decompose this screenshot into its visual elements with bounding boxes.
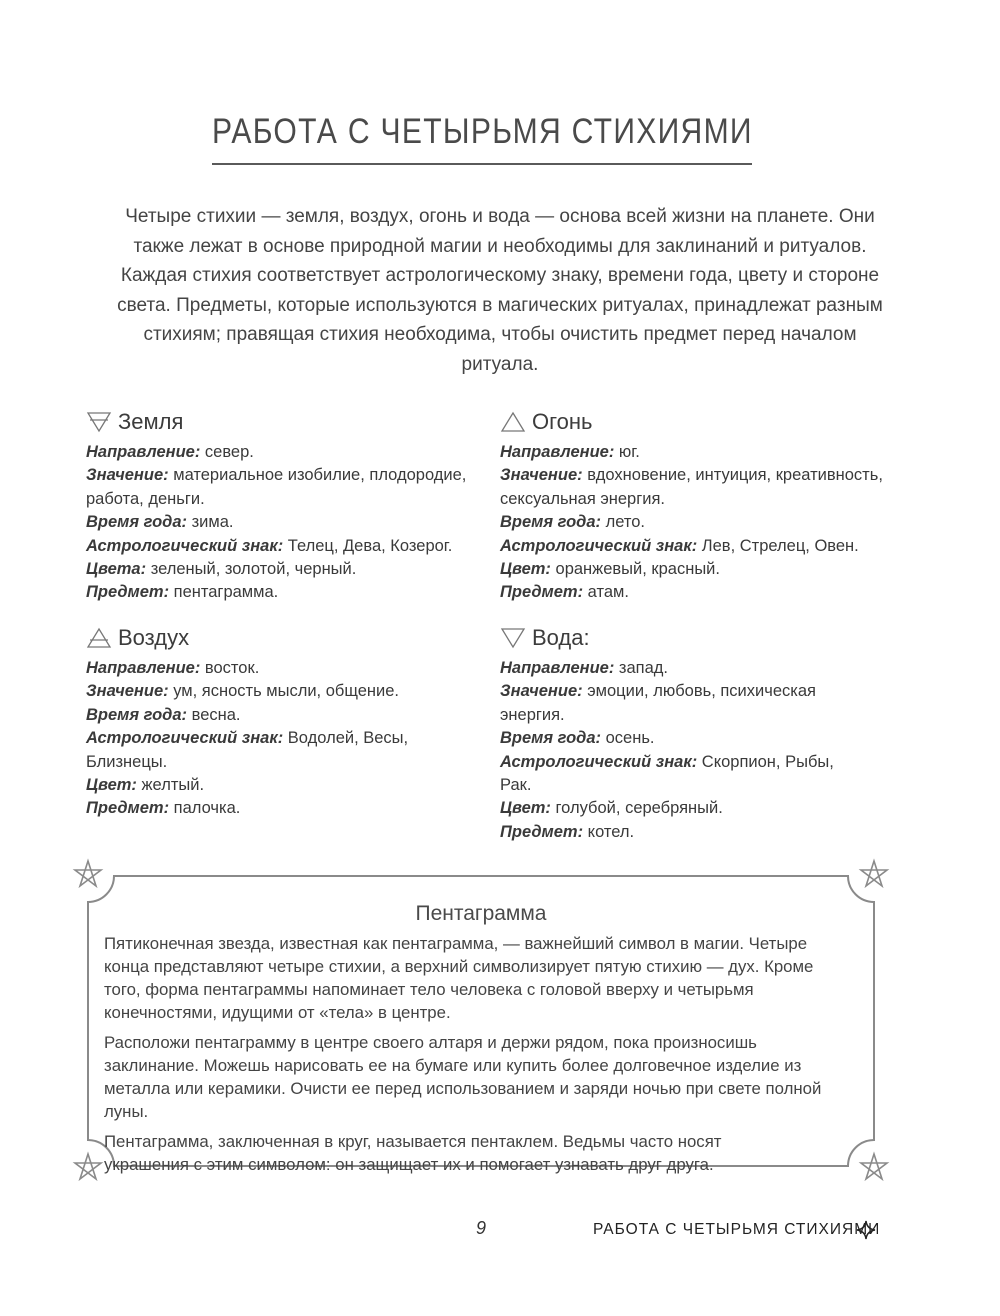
property-season: Время года: лето. — [500, 513, 646, 532]
four-point-star-icon — [856, 1220, 876, 1240]
element-name: Земля — [118, 409, 184, 434]
element-air — [86, 623, 481, 821]
box-paragraph: Расположи пентаграмму в центре своего алтаря и держи рядом, пока произносишь заклинание. Можешь нарисовать ее на бумаге или купить более долговечное изделие из металла или керамики. Очисти ее перед использованием и заряди ночью при свете полной луны. — [104, 1033, 822, 1121]
property-direction: Направление: север. — [86, 443, 254, 461]
box-paragraph: Пятиконечная звезда, известная как пентаграмма, — важнейший символ в магии. Четыре конца представляют четыре стихии, а верхний символизирует пятую стихию — дух. Кроме того, форма пентаграммы напоминает тело человека с головой вверху и четырьмя конечностями, идущими от «тела» в центре. — [104, 934, 814, 1022]
earth-symbol-icon — [86, 411, 112, 433]
air-symbol-icon — [86, 627, 112, 649]
property-zodiac: Астрологический знак: Телец, Дева, Козерог. — [86, 536, 453, 555]
intro-paragraph: Четыре стихии — земля, воздух, огонь и вода — основа всей жизни на планете. Они также лежат в основе природной магии и необходимы для заклинаний и ритуалов. Каждая стихия соответствует астрологическому знаку, времени года, цвету и стороне света. Предметы, которые используются в магических ритуалах, принадлежат разным стихиям; правящая стихия необходима, чтобы очистить предмет перед началом ритуала. — [117, 206, 883, 375]
property-zodiac: Астрологический знак: Скорпион, Рыбы, Рак. — [500, 752, 834, 795]
property-meaning: Значение: вдохновение, интуиция, креативность, сексуальная энергия. — [500, 466, 883, 508]
element-properties — [86, 441, 481, 605]
property-direction: Направление: восток. — [86, 659, 260, 677]
title-underline — [212, 163, 752, 165]
property-colors: Цвета: зеленый, золотой, черный. — [86, 560, 357, 579]
property-zodiac: Астрологический знак: Водолей, Весы, Близнецы. — [86, 729, 409, 771]
property-meaning: Значение: материальное изобилие, плодородие, работа, деньги. — [86, 466, 467, 508]
element-water — [500, 623, 895, 844]
water-symbol-icon — [500, 627, 526, 649]
property-meaning: Значение: ум, ясность мысли, общение. — [86, 682, 400, 701]
property-meaning: Значение: эмоции, любовь, психическая энергия. — [500, 682, 816, 724]
box-title: Пентаграмма — [415, 902, 547, 925]
page-title: РАБОТА С ЧЕТЫРЬМЯ СТИХИЯМИ — [212, 112, 753, 151]
property-direction: Направление: запад. — [500, 659, 668, 677]
property-season: Время года: весна. — [86, 705, 241, 724]
element-earth — [86, 407, 481, 605]
property-tool: Предмет: атам. — [500, 583, 629, 602]
element-fire — [500, 407, 895, 605]
running-title: РАБОТА С ЧЕТЫРЬМЯ СТИХИЯМИ — [593, 1221, 881, 1238]
element-properties — [86, 657, 481, 821]
box-body — [104, 932, 824, 1183]
fire-symbol-icon — [500, 411, 526, 433]
property-season: Время года: зима. — [86, 513, 234, 532]
property-colors: Цвет: голубой, серебряный. — [500, 799, 723, 818]
property-season: Время года: осень. — [500, 729, 655, 748]
property-tool: Предмет: пентаграмма. — [86, 583, 279, 602]
property-zodiac: Астрологический знак: Лев, Стрелец, Овен. — [500, 536, 859, 555]
property-tool: Предмет: котел. — [500, 822, 635, 841]
property-colors: Цвет: оранжевый, красный. — [500, 560, 720, 579]
property-direction: Направление: юг. — [500, 443, 640, 461]
property-tool: Предмет: палочка. — [86, 799, 241, 818]
element-name: Огонь — [532, 409, 593, 434]
element-properties — [500, 657, 895, 844]
element-name: Вода: — [532, 625, 590, 650]
pentagram-sidebar-box — [88, 876, 874, 1174]
element-name: Воздух — [118, 625, 190, 650]
element-properties — [500, 441, 895, 605]
property-colors: Цвет: желтый. — [86, 776, 205, 795]
page-number: 9 — [476, 1218, 487, 1238]
box-paragraph: Пентаграмма, заключенная в круг, называется пентаклем. Ведьмы часто носят украшения с этим символом: он защищает их и помогает узнавать друг друга. — [104, 1132, 722, 1174]
